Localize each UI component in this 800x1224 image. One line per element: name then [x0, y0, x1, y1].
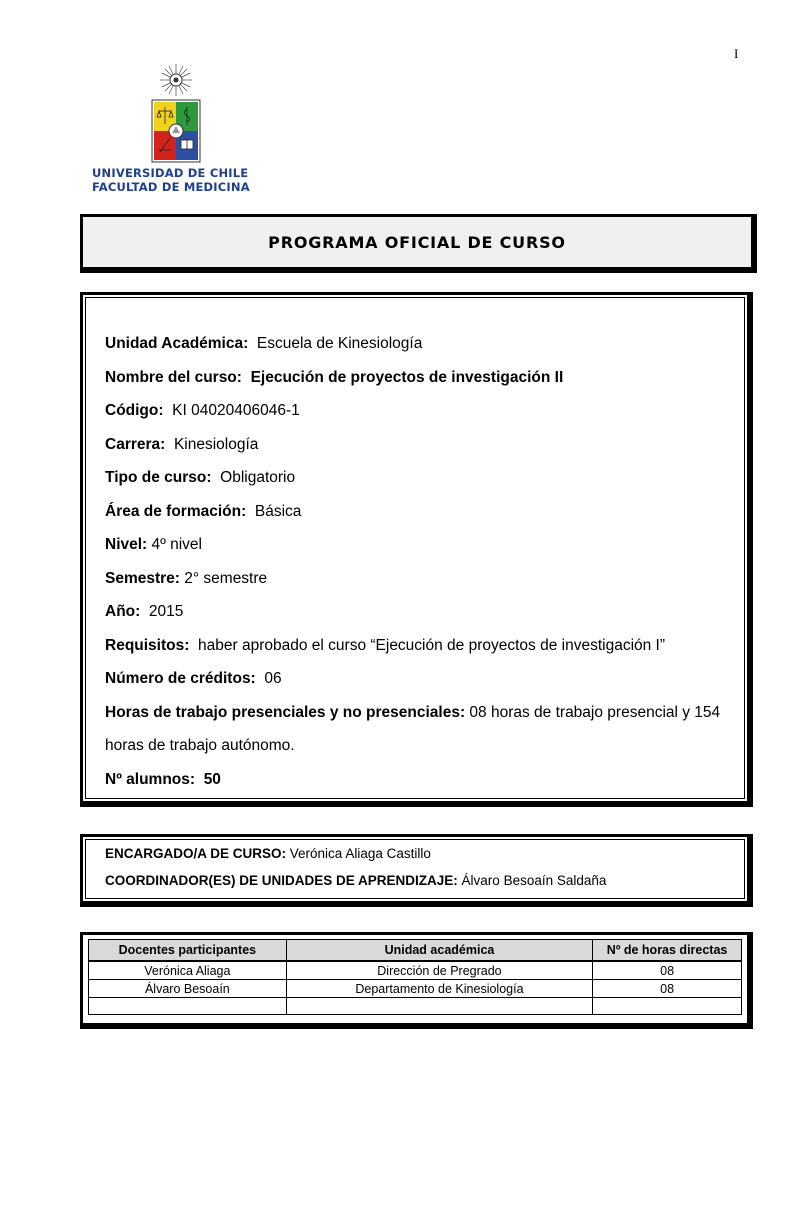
cell-docente: Verónica Aliaga	[89, 961, 287, 980]
creditos-label: Número de créditos:	[105, 670, 256, 687]
area-value: Básica	[254, 502, 302, 520]
table-row	[89, 961, 742, 980]
title-box	[80, 214, 757, 273]
info-carrera	[105, 428, 737, 462]
info-unidad	[105, 327, 737, 361]
semestre-value: 2° semestre	[184, 569, 268, 587]
info-horas	[105, 696, 737, 730]
unidad-value: Escuela de Kinesiología	[256, 335, 423, 352]
page-title: PROGRAMA OFICIAL DE CURSO	[268, 232, 566, 252]
cell-unidad: Dirección de Pregrado	[286, 961, 592, 980]
university-name: UNIVERSIDAD DE CHILE	[92, 166, 249, 180]
info-nombre	[105, 361, 737, 395]
creditos-value: 06	[264, 670, 282, 687]
area-label: Área de formación:	[105, 502, 247, 520]
nombre-label: Nombre del curso:	[105, 368, 242, 386]
codigo-value: KI 04020406046-1	[172, 402, 300, 419]
info-nivel	[105, 528, 737, 562]
info-tipo	[105, 461, 737, 495]
cell-horas: 08	[593, 980, 742, 998]
cell-docente: Álvaro Besoaín	[89, 980, 287, 998]
info-anio	[105, 595, 737, 629]
horas-value-line1: 08 horas de trabajo presencial y 154	[469, 703, 721, 721]
cell-unidad: Departamento de Kinesiología	[286, 980, 592, 998]
university-header	[92, 166, 272, 194]
cell-unidad	[286, 998, 592, 1015]
course-info-box	[80, 292, 753, 807]
tipo-value: Obligatorio	[220, 469, 296, 486]
table-row	[89, 998, 742, 1015]
encargado-value: Verónica Aliaga Castillo	[289, 846, 431, 861]
requisitos-value: haber aprobado el curso “Ejecución de proyectos de investigación I”	[198, 636, 666, 654]
info-area	[105, 495, 737, 529]
docentes-table	[88, 939, 742, 1015]
anio-label: Año:	[105, 603, 141, 620]
table-row	[89, 980, 742, 998]
info-codigo	[105, 394, 737, 428]
tipo-label: Tipo de curso:	[105, 469, 212, 486]
info-creditos	[105, 662, 737, 696]
col-header-docentes: Docentes participantes	[89, 940, 287, 962]
staff-box	[80, 834, 753, 907]
coordinador-value: Álvaro Besoaín Saldaña	[461, 873, 607, 888]
requisitos-label: Requisitos:	[105, 636, 190, 654]
docentes-table-box	[80, 932, 753, 1029]
university-crest-logo	[146, 62, 206, 166]
cell-horas	[593, 998, 742, 1015]
alumnos-label: Nº alumnos:	[105, 770, 196, 788]
nivel-label: Nivel:	[105, 536, 148, 553]
info-requisitos	[105, 629, 737, 663]
page-number: I	[734, 46, 739, 61]
anio-value: 2015	[148, 603, 184, 620]
col-header-unidad: Unidad académica	[286, 940, 592, 962]
alumnos-value: 50	[203, 770, 221, 788]
info-horas-cont	[105, 729, 737, 763]
horas-label: Horas de trabajo presenciales y no presenciales:	[105, 703, 466, 721]
coordinador-line	[105, 873, 606, 888]
carrera-label: Carrera:	[105, 435, 166, 453]
unidad-label: Unidad Académica:	[105, 335, 249, 352]
horas-value-line2: horas de trabajo autónomo.	[105, 737, 295, 754]
carrera-value: Kinesiología	[173, 435, 259, 453]
coordinador-label: COORDINADOR(ES) DE UNIDADES DE APRENDIZAJE:	[105, 873, 458, 888]
cell-docente	[89, 998, 287, 1015]
info-semestre	[105, 562, 737, 596]
col-header-horas: Nº de horas directas	[593, 940, 742, 962]
table-header-row	[89, 940, 742, 962]
encargado-label: ENCARGADO/A DE CURSO:	[105, 846, 287, 861]
nivel-value: 4º nivel	[151, 536, 202, 553]
faculty-name: FACULTAD DE MEDICINA	[92, 180, 250, 194]
semestre-label: Semestre:	[105, 569, 180, 587]
info-alumnos	[105, 763, 737, 797]
encargado-line	[105, 846, 431, 861]
nombre-value: Ejecución de proyectos de investigación II	[250, 368, 564, 386]
cell-horas: 08	[593, 961, 742, 980]
codigo-label: Código:	[105, 402, 164, 419]
